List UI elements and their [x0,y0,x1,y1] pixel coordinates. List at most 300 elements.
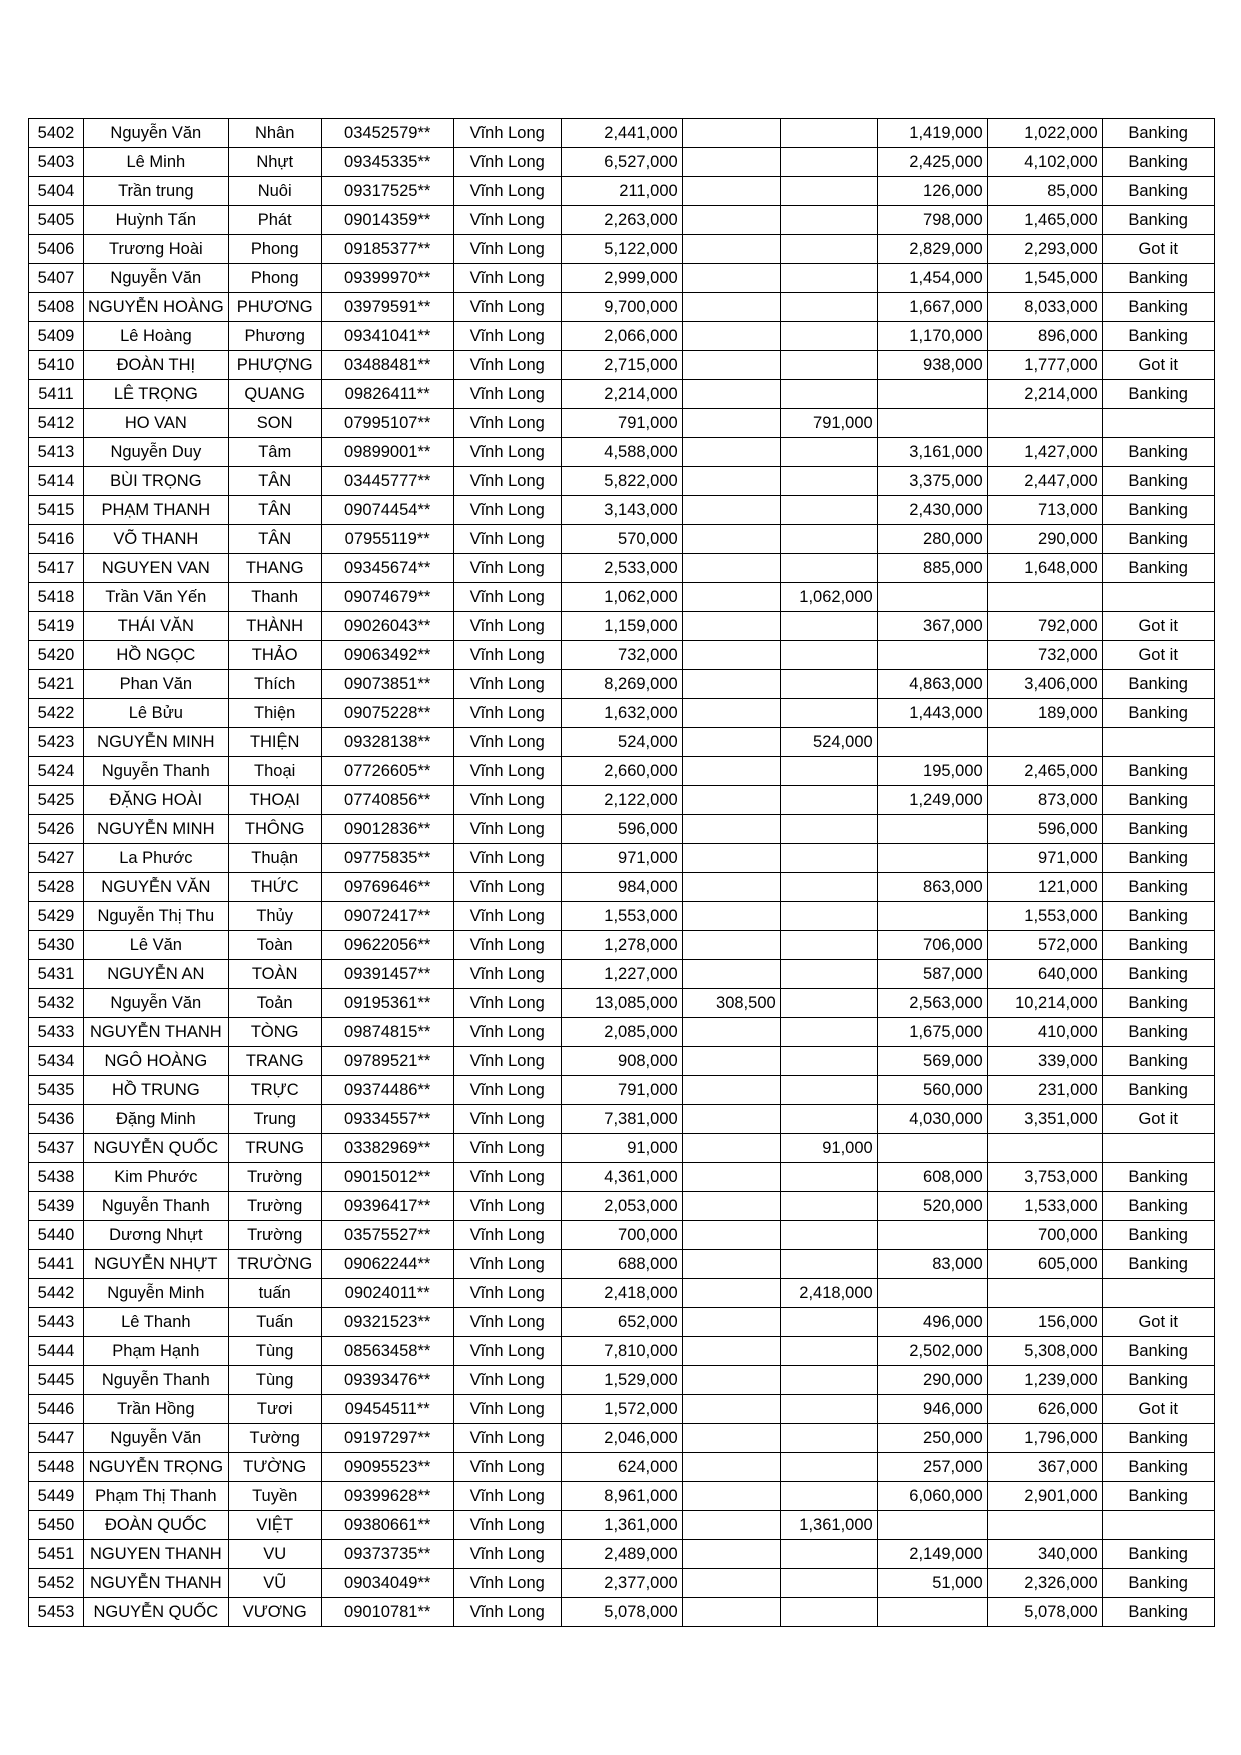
row-id-cell: 5435 [29,1076,84,1105]
paid-amount-cell: 569,000 [877,1047,987,1076]
payment-method-cell [1102,1279,1214,1308]
first-name-cell: TRƯỜNG [228,1250,321,1279]
phone-number-cell: 09034049** [321,1569,453,1598]
paid-amount-cell [877,902,987,931]
table-row [29,1598,1215,1627]
province-cell: Vĩnh Long [453,235,561,264]
table-row [29,467,1215,496]
last-name-cell: Nguyễn Văn [84,119,229,148]
row-id-cell: 5407 [29,264,84,293]
payment-method-cell: Banking [1102,322,1214,351]
province-cell: Vĩnh Long [453,1511,561,1540]
last-name-cell: Dương Nhựt [84,1221,229,1250]
last-name-cell: NGUYEN VAN [84,554,229,583]
first-name-cell: THỨC [228,873,321,902]
last-name-cell: Nguyễn Duy [84,438,229,467]
remaining-amount-cell: 732,000 [987,641,1102,670]
paid-amount-cell: 863,000 [877,873,987,902]
paid-amount-cell [877,815,987,844]
payment-method-cell: Got it [1102,612,1214,641]
province-cell: Vĩnh Long [453,525,561,554]
table-row [29,931,1215,960]
phone-number-cell: 03979591** [321,293,453,322]
row-id-cell: 5445 [29,1366,84,1395]
paid-amount-cell [877,380,987,409]
extra-amount-cell [682,583,780,612]
total-amount-cell: 2,066,000 [561,322,682,351]
unpaid-amount-cell [780,119,877,148]
phone-number-cell: 09380661** [321,1511,453,1540]
remaining-amount-cell: 873,000 [987,786,1102,815]
unpaid-amount-cell [780,612,877,641]
province-cell: Vĩnh Long [453,1192,561,1221]
province-cell: Vĩnh Long [453,1308,561,1337]
table-row [29,409,1215,438]
unpaid-amount-cell [780,641,877,670]
first-name-cell: Tùng [228,1366,321,1395]
payment-method-cell: Banking [1102,496,1214,525]
unpaid-amount-cell [780,989,877,1018]
total-amount-cell: 2,441,000 [561,119,682,148]
extra-amount-cell [682,322,780,351]
payment-method-cell: Banking [1102,380,1214,409]
unpaid-amount-cell: 91,000 [780,1134,877,1163]
payment-method-cell: Banking [1102,1192,1214,1221]
phone-number-cell: 09075228** [321,699,453,728]
paid-amount-cell [877,1221,987,1250]
unpaid-amount-cell [780,1192,877,1221]
total-amount-cell: 2,999,000 [561,264,682,293]
row-id-cell: 5438 [29,1163,84,1192]
first-name-cell: Thanh [228,583,321,612]
last-name-cell: VÕ THANH [84,525,229,554]
unpaid-amount-cell [780,438,877,467]
last-name-cell: Lê Thanh [84,1308,229,1337]
table-row [29,206,1215,235]
remaining-amount-cell [987,583,1102,612]
province-cell: Vĩnh Long [453,177,561,206]
paid-amount-cell: 2,829,000 [877,235,987,264]
remaining-amount-cell: 340,000 [987,1540,1102,1569]
payment-method-cell: Got it [1102,641,1214,670]
paid-amount-cell: 885,000 [877,554,987,583]
phone-number-cell: 09185377** [321,235,453,264]
extra-amount-cell [682,177,780,206]
paid-amount-cell: 587,000 [877,960,987,989]
total-amount-cell: 4,588,000 [561,438,682,467]
paid-amount-cell [877,728,987,757]
last-name-cell: HỒ NGỌC [84,641,229,670]
payment-method-cell: Got it [1102,1308,1214,1337]
total-amount-cell: 2,122,000 [561,786,682,815]
row-id-cell: 5413 [29,438,84,467]
province-cell: Vĩnh Long [453,1134,561,1163]
payment-method-cell: Banking [1102,1424,1214,1453]
paid-amount-cell: 1,675,000 [877,1018,987,1047]
total-amount-cell: 1,529,000 [561,1366,682,1395]
payment-method-cell: Banking [1102,844,1214,873]
phone-number-cell: 09769646** [321,873,453,902]
remaining-amount-cell: 2,326,000 [987,1569,1102,1598]
remaining-amount-cell: 5,308,000 [987,1337,1102,1366]
paid-amount-cell: 280,000 [877,525,987,554]
table-row [29,1279,1215,1308]
extra-amount-cell [682,1366,780,1395]
payment-table [28,118,1215,1627]
extra-amount-cell [682,1279,780,1308]
payment-method-cell: Banking [1102,1598,1214,1627]
extra-amount-cell [682,1018,780,1047]
remaining-amount-cell: 231,000 [987,1076,1102,1105]
remaining-amount-cell: 156,000 [987,1308,1102,1337]
province-cell: Vĩnh Long [453,264,561,293]
total-amount-cell: 2,660,000 [561,757,682,786]
last-name-cell: NGUYỄN MINH [84,728,229,757]
phone-number-cell: 09010781** [321,1598,453,1627]
remaining-amount-cell: 971,000 [987,844,1102,873]
remaining-amount-cell: 367,000 [987,1453,1102,1482]
unpaid-amount-cell [780,931,877,960]
row-id-cell: 5425 [29,786,84,815]
paid-amount-cell [877,1134,987,1163]
phone-number-cell: 09321523** [321,1308,453,1337]
table-row [29,1250,1215,1279]
paid-amount-cell: 2,502,000 [877,1337,987,1366]
remaining-amount-cell: 626,000 [987,1395,1102,1424]
remaining-amount-cell [987,409,1102,438]
province-cell: Vĩnh Long [453,757,561,786]
unpaid-amount-cell [780,322,877,351]
phone-number-cell: 07955119** [321,525,453,554]
row-id-cell: 5421 [29,670,84,699]
unpaid-amount-cell [780,1569,877,1598]
total-amount-cell: 791,000 [561,409,682,438]
first-name-cell: QUANG [228,380,321,409]
phone-number-cell: 09195361** [321,989,453,1018]
remaining-amount-cell: 290,000 [987,525,1102,554]
phone-number-cell: 09014359** [321,206,453,235]
province-cell: Vĩnh Long [453,467,561,496]
row-id-cell: 5437 [29,1134,84,1163]
extra-amount-cell [682,1453,780,1482]
row-id-cell: 5426 [29,815,84,844]
phone-number-cell: 09074454** [321,496,453,525]
province-cell: Vĩnh Long [453,1424,561,1453]
last-name-cell: HO VAN [84,409,229,438]
last-name-cell: Nguyễn Văn [84,264,229,293]
total-amount-cell: 2,053,000 [561,1192,682,1221]
last-name-cell: LÊ TRỌNG [84,380,229,409]
payment-method-cell: Banking [1102,815,1214,844]
paid-amount-cell: 126,000 [877,177,987,206]
unpaid-amount-cell: 524,000 [780,728,877,757]
row-id-cell: 5433 [29,1018,84,1047]
last-name-cell: Trần Hồng [84,1395,229,1424]
extra-amount-cell [682,1424,780,1453]
payment-method-cell: Banking [1102,293,1214,322]
first-name-cell: VIỆT [228,1511,321,1540]
row-id-cell: 5439 [29,1192,84,1221]
unpaid-amount-cell [780,525,877,554]
phone-number-cell: 09874815** [321,1018,453,1047]
table-row [29,1134,1215,1163]
first-name-cell: Thoại [228,757,321,786]
payment-method-cell: Banking [1102,1221,1214,1250]
remaining-amount-cell: 1,533,000 [987,1192,1102,1221]
total-amount-cell: 2,418,000 [561,1279,682,1308]
payment-method-cell: Banking [1102,525,1214,554]
total-amount-cell: 211,000 [561,177,682,206]
row-id-cell: 5417 [29,554,84,583]
last-name-cell: NGUYỄN TRỌNG [84,1453,229,1482]
last-name-cell: Trần Văn Yến [84,583,229,612]
row-id-cell: 5430 [29,931,84,960]
row-id-cell: 5436 [29,1105,84,1134]
last-name-cell: Phan Văn [84,670,229,699]
phone-number-cell: 09899001** [321,438,453,467]
first-name-cell: Tuyền [228,1482,321,1511]
row-id-cell: 5405 [29,206,84,235]
first-name-cell: THÀNH [228,612,321,641]
province-cell: Vĩnh Long [453,293,561,322]
province-cell: Vĩnh Long [453,1250,561,1279]
phone-number-cell: 09317525** [321,177,453,206]
extra-amount-cell [682,496,780,525]
first-name-cell: PHƯỢNG [228,351,321,380]
unpaid-amount-cell [780,351,877,380]
total-amount-cell: 1,227,000 [561,960,682,989]
remaining-amount-cell: 8,033,000 [987,293,1102,322]
payment-method-cell: Banking [1102,148,1214,177]
row-id-cell: 5443 [29,1308,84,1337]
phone-number-cell: 09024011** [321,1279,453,1308]
remaining-amount-cell: 1,022,000 [987,119,1102,148]
phone-number-cell: 09012836** [321,815,453,844]
payment-method-cell: Banking [1102,1337,1214,1366]
remaining-amount-cell: 1,545,000 [987,264,1102,293]
last-name-cell: NGÔ HOÀNG [84,1047,229,1076]
payment-method-cell: Got it [1102,235,1214,264]
first-name-cell: TOÀN [228,960,321,989]
total-amount-cell: 1,361,000 [561,1511,682,1540]
unpaid-amount-cell: 1,062,000 [780,583,877,612]
table-row [29,1018,1215,1047]
table-row [29,641,1215,670]
payment-method-cell: Banking [1102,119,1214,148]
province-cell: Vĩnh Long [453,873,561,902]
first-name-cell: THÔNG [228,815,321,844]
first-name-cell: Trường [228,1221,321,1250]
remaining-amount-cell: 3,351,000 [987,1105,1102,1134]
last-name-cell: Nguyễn Văn [84,1424,229,1453]
last-name-cell: NGUYEN THANH [84,1540,229,1569]
unpaid-amount-cell [780,148,877,177]
row-id-cell: 5431 [29,960,84,989]
paid-amount-cell: 496,000 [877,1308,987,1337]
total-amount-cell: 2,715,000 [561,351,682,380]
extra-amount-cell [682,351,780,380]
last-name-cell: Huỳnh Tấn [84,206,229,235]
row-id-cell: 5441 [29,1250,84,1279]
table-row [29,670,1215,699]
extra-amount-cell [682,699,780,728]
table-row [29,1163,1215,1192]
last-name-cell: Nguyễn Thanh [84,1366,229,1395]
province-cell: Vĩnh Long [453,322,561,351]
remaining-amount-cell: 792,000 [987,612,1102,641]
table-row [29,960,1215,989]
last-name-cell: NGUYỄN NHỰT [84,1250,229,1279]
paid-amount-cell: 706,000 [877,931,987,960]
unpaid-amount-cell [780,235,877,264]
phone-number-cell: 09197297** [321,1424,453,1453]
province-cell: Vĩnh Long [453,612,561,641]
row-id-cell: 5453 [29,1598,84,1627]
extra-amount-cell [682,1221,780,1250]
row-id-cell: 5444 [29,1337,84,1366]
row-id-cell: 5448 [29,1453,84,1482]
first-name-cell: VŨ [228,1569,321,1598]
row-id-cell: 5406 [29,235,84,264]
unpaid-amount-cell [780,293,877,322]
remaining-amount-cell: 2,214,000 [987,380,1102,409]
extra-amount-cell [682,1105,780,1134]
last-name-cell: Lê Hoàng [84,322,229,351]
payment-method-cell: Banking [1102,931,1214,960]
unpaid-amount-cell [780,1424,877,1453]
extra-amount-cell [682,264,780,293]
remaining-amount-cell: 3,406,000 [987,670,1102,699]
unpaid-amount-cell [780,844,877,873]
extra-amount-cell [682,1076,780,1105]
phone-number-cell: 07995107** [321,409,453,438]
extra-amount-cell [682,1598,780,1627]
table-row [29,380,1215,409]
extra-amount-cell [682,1395,780,1424]
total-amount-cell: 1,632,000 [561,699,682,728]
paid-amount-cell: 250,000 [877,1424,987,1453]
province-cell: Vĩnh Long [453,989,561,1018]
province-cell: Vĩnh Long [453,380,561,409]
table-row [29,351,1215,380]
remaining-amount-cell: 2,293,000 [987,235,1102,264]
remaining-amount-cell: 700,000 [987,1221,1102,1250]
total-amount-cell: 4,361,000 [561,1163,682,1192]
remaining-amount-cell: 605,000 [987,1250,1102,1279]
row-id-cell: 5419 [29,612,84,641]
province-cell: Vĩnh Long [453,815,561,844]
extra-amount-cell [682,1337,780,1366]
table-row [29,757,1215,786]
extra-amount-cell [682,1540,780,1569]
last-name-cell: Nguyễn Văn [84,989,229,1018]
last-name-cell: Trần trung [84,177,229,206]
paid-amount-cell: 1,419,000 [877,119,987,148]
total-amount-cell: 524,000 [561,728,682,757]
phone-number-cell: 09393476** [321,1366,453,1395]
unpaid-amount-cell: 791,000 [780,409,877,438]
payment-method-cell: Got it [1102,1395,1214,1424]
table-row [29,873,1215,902]
unpaid-amount-cell [780,786,877,815]
province-cell: Vĩnh Long [453,641,561,670]
province-cell: Vĩnh Long [453,1221,561,1250]
phone-number-cell: 03445777** [321,467,453,496]
paid-amount-cell: 1,667,000 [877,293,987,322]
unpaid-amount-cell [780,1250,877,1279]
unpaid-amount-cell [780,554,877,583]
last-name-cell: BÙI TRỌNG [84,467,229,496]
phone-number-cell: 09062244** [321,1250,453,1279]
last-name-cell: Đặng Minh [84,1105,229,1134]
row-id-cell: 5403 [29,148,84,177]
first-name-cell: TÂN [228,496,321,525]
province-cell: Vĩnh Long [453,1105,561,1134]
extra-amount-cell [682,380,780,409]
last-name-cell: NGUYỄN QUỐC [84,1134,229,1163]
table-row [29,264,1215,293]
row-id-cell: 5415 [29,496,84,525]
unpaid-amount-cell: 1,361,000 [780,1511,877,1540]
province-cell: Vĩnh Long [453,1540,561,1569]
row-id-cell: 5414 [29,467,84,496]
first-name-cell: TÒNG [228,1018,321,1047]
remaining-amount-cell: 572,000 [987,931,1102,960]
extra-amount-cell [682,931,780,960]
first-name-cell: Trường [228,1192,321,1221]
paid-amount-cell: 4,030,000 [877,1105,987,1134]
table-row [29,583,1215,612]
paid-amount-cell: 2,563,000 [877,989,987,1018]
row-id-cell: 5408 [29,293,84,322]
remaining-amount-cell [987,728,1102,757]
first-name-cell: Trường [228,1163,321,1192]
first-name-cell: VU [228,1540,321,1569]
row-id-cell: 5447 [29,1424,84,1453]
unpaid-amount-cell [780,1105,877,1134]
province-cell: Vĩnh Long [453,1076,561,1105]
last-name-cell: ĐOÀN THỊ [84,351,229,380]
last-name-cell: NGUYỄN THANH [84,1018,229,1047]
province-cell: Vĩnh Long [453,960,561,989]
payment-method-cell [1102,409,1214,438]
paid-amount-cell: 51,000 [877,1569,987,1598]
first-name-cell: TRUNG [228,1134,321,1163]
payment-method-cell: Banking [1102,1453,1214,1482]
extra-amount-cell [682,815,780,844]
first-name-cell: Thuận [228,844,321,873]
paid-amount-cell: 3,375,000 [877,467,987,496]
table-row [29,525,1215,554]
row-id-cell: 5450 [29,1511,84,1540]
last-name-cell: NGUYỄN QUỐC [84,1598,229,1627]
payment-method-cell: Banking [1102,206,1214,235]
unpaid-amount-cell [780,1337,877,1366]
row-id-cell: 5420 [29,641,84,670]
last-name-cell: NGUYỄN AN [84,960,229,989]
row-id-cell: 5434 [29,1047,84,1076]
table-row [29,989,1215,1018]
payment-method-cell [1102,583,1214,612]
extra-amount-cell [682,293,780,322]
province-cell: Vĩnh Long [453,902,561,931]
row-id-cell: 5416 [29,525,84,554]
phone-number-cell: 09074679** [321,583,453,612]
table-row [29,177,1215,206]
paid-amount-cell: 1,170,000 [877,322,987,351]
payment-method-cell: Banking [1102,902,1214,931]
extra-amount-cell [682,409,780,438]
